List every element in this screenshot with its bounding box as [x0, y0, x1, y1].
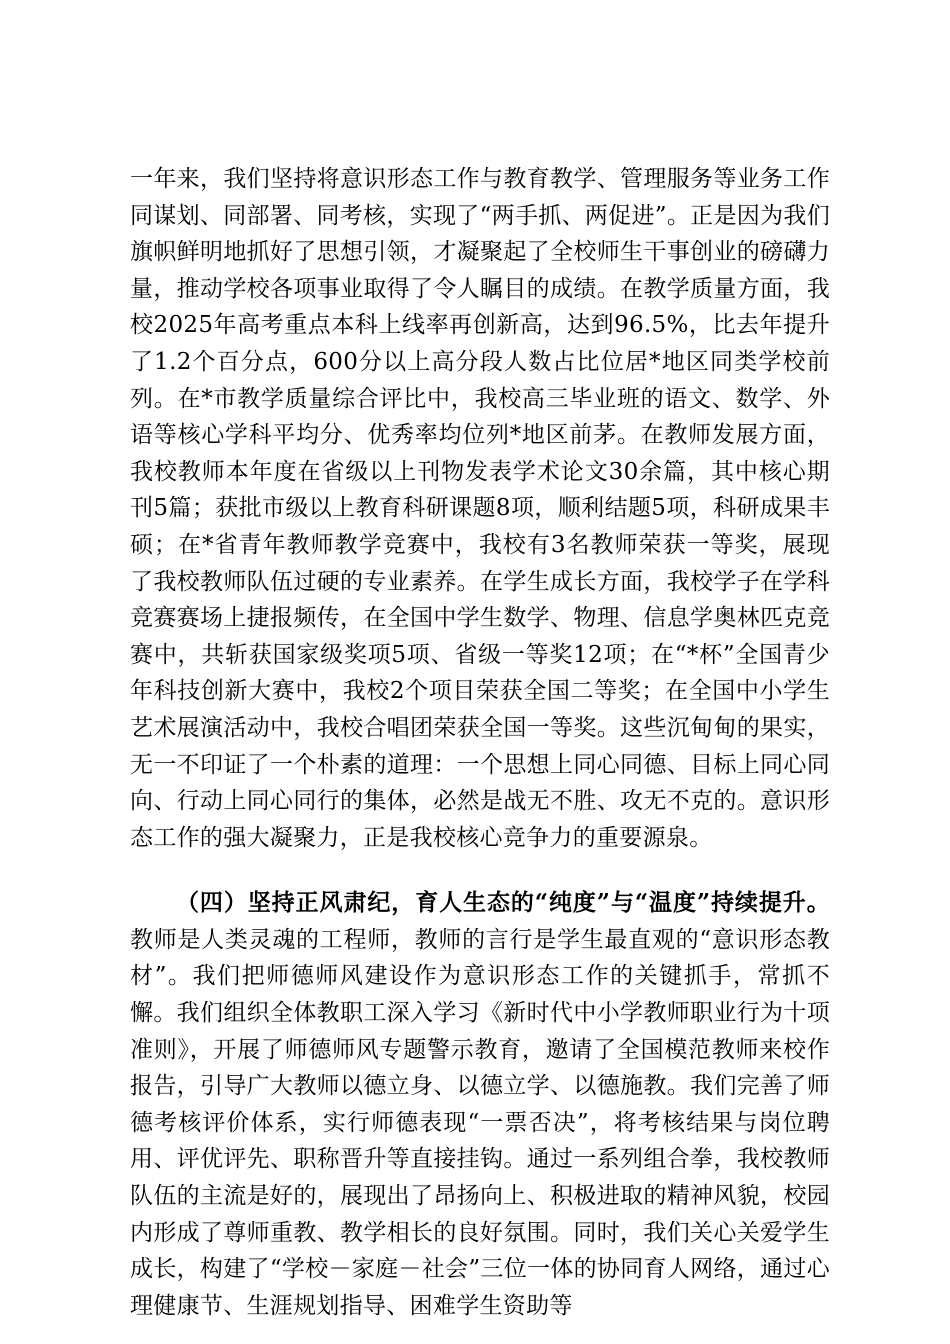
document-body — [130, 161, 830, 1324]
section-heading-four: （四）坚持正风肃纪，育人生态的“纯度”与“温度”持续提升。 — [176, 889, 830, 917]
paragraph-teacher-ethics — [130, 885, 830, 1324]
paragraph-achievements: 一年来，我们坚持将意识形态工作与教育教学、管理服务等业务工作同谋划、同部署、同考核，实现了“两手抓、两促进”。正是因为我们旗帜鲜明地抓好了思想引领，才凝聚起了全校师生干事创业的磅礴力量，推动学校各项事业取得了令人瞩目的成绩。在教学质量方面，我校2025年高考重点本科上线率再创新高，达到96.5%，比去年提升了1.2个百分点，600分以上高分段人数占比位居*地区同类学校前列。在*市教学质量综合评比中，我校高三毕业班的语文、数学、外语等核心学科平均分、优秀率均位列*地区前茅。在教师发展方面，我校教师本年度在省级以上刊物发表学术论文30余篇，其中核心期刊5篇；获批市级以上教育科研课题8项，顺利结题5项，科研成果丰硕；在*省青年教师教学竞赛中，我校有3名教师荣获一等奖，展现了我校教师队伍过硬的专业素养。在学生成长方面，我校学子在学科竞赛赛场上捷报频传，在全国中学生数学、物理、信息学奥林匹克竞赛中，共斩获国家级奖项5项、省级一等奖12项；在“*杯”全国青少年科技创新大赛中，我校2个项目荣获全国二等奖；在全国中小学生艺术展演活动中，我校合唱团荣获全国一等奖。这些沉甸甸的果实，无一不印证了一个朴素的道理：一个思想上同心同德、目标上同心同向、行动上同心同行的集体，必然是战无不胜、攻无不克的。意识形态工作的强大凝聚力，正是我校核心竞争力的重要源泉。 — [130, 166, 830, 851]
paragraph-teacher-ethics-body: 教师是人类灵魂的工程师，教师的言行是学生最直观的“意识形态教材”。我们把师德师风建设作为意识形态工作的关键抓手，常抓不懈。我们组织全体教职工深入学习《新时代中小学教师职业行为十项准则》，开展了师德师风专题警示教育，邀请了全国模范教师来校作报告，引导广大教师以德立身、以德立学、以德施教。我们完善了师德考核评价体系，实行师德表现“一票否决”，将考核结果与岗位聘用、评优评先、职称晋升等直接挂钩。通过一系列组合拳，我校教师队伍的主流是好的，展现出了昂扬向上、积极进取的精神风貌，校园内形成了尊师重教、教学相长的良好氛围。同时，我们关心关爱学生成长，构建了“学校－家庭－社会”三位一体的协同育人网络，通过心理健康节、生涯规划指导、困难学生资助等 — [130, 926, 830, 1319]
